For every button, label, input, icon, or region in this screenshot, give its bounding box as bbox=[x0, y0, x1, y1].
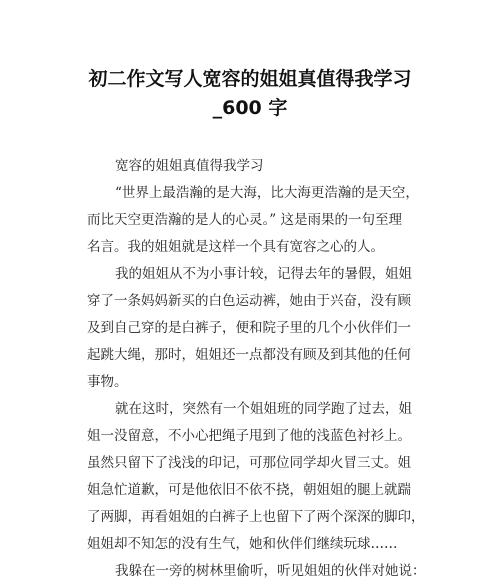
text-line: 我躲在一旁的树林里偷听，听见姐姐的伙伴对她说： bbox=[115, 563, 426, 579]
document-title-line2: _600 字 bbox=[212, 97, 288, 119]
text-line: 而比天空更浩瀚的是人的心灵。” 这是雨果的一句至理 bbox=[87, 212, 402, 228]
text-line: 虽然只留下了浅浅的印记，可那位同学却火冒三丈。姐 bbox=[87, 455, 411, 471]
text-line: 及到自己穿的是白裤子，便和院子里的几个小伙伴们一 bbox=[87, 320, 411, 336]
text-line: 就在这时，突然有一个姐姐班的同学跑了过去，姐 bbox=[115, 401, 412, 417]
text-line: 起跳大绳，那时，姐姐还一点都没有顾及到其他的任何 bbox=[87, 347, 411, 363]
text-line: 姐一没留意，不小心把绳子甩到了他的浅蓝色衬衫上。 bbox=[87, 428, 411, 444]
text-line: 穿了一条妈妈新买的白色运动裤，她由于兴奋，没有顾 bbox=[87, 293, 411, 309]
text-line: “世界上最浩瀚的是大海，比大海更浩瀚的是天空， bbox=[115, 185, 419, 201]
text-line: 我的姐姐从不为小事计较，记得去年的暑假，姐姐 bbox=[115, 266, 412, 282]
document-title-line1: 初二作文写人宽容的姐姐真值得我学习 bbox=[88, 68, 412, 90]
text-line: 了两脚，再看姐姐的白裤子上也留下了两个深深的脚印， bbox=[87, 509, 425, 525]
paragraph-heading: 宽容的姐姐真值得我学习 bbox=[115, 158, 264, 174]
text-line: 姐姐却不知怎的没有生气，她和伙伴们继续玩球…… bbox=[87, 536, 398, 552]
text-line: 姐急忙道歉，可是他依旧不依不挠，朝姐姐的腿上就踹 bbox=[87, 482, 411, 498]
text-line: 事物。 bbox=[87, 374, 128, 390]
text-line: 名言。我的姐姐就是这样一个具有宽容之心的人。 bbox=[87, 239, 384, 255]
